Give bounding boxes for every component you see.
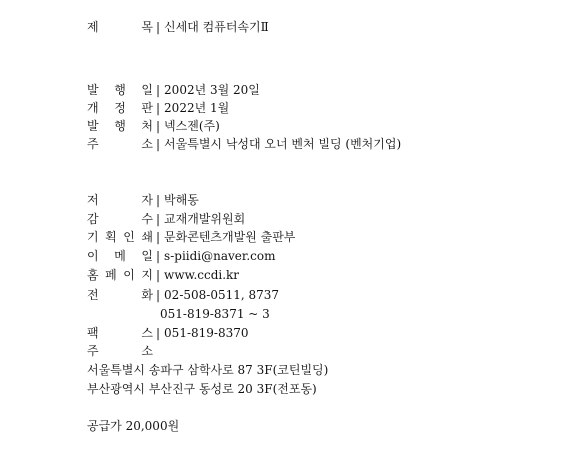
fax-value: 051-819-8370 xyxy=(164,326,249,340)
publisher-address-value: 서울특별시 낙성대 오너 벤처 빌딩 (벤처기업) xyxy=(164,137,402,151)
separator: | xyxy=(156,249,161,263)
email-row xyxy=(87,247,275,265)
homepage-value: www.ccdi.kr xyxy=(164,268,240,282)
email-label: 이 메 일 xyxy=(87,249,153,263)
fax-label: 팩 스 xyxy=(87,326,153,340)
supervision-label: 감 수 xyxy=(87,212,153,226)
homepage-label: 홈 페 이 지 xyxy=(87,268,153,282)
separator: | xyxy=(156,212,161,226)
author-label: 저 자 xyxy=(87,193,153,207)
revision-value: 2022년 1월 xyxy=(164,101,230,115)
planning-label: 기 획 인 쇄 xyxy=(87,230,153,244)
price-row xyxy=(87,417,179,435)
address-busan-row xyxy=(87,380,317,398)
title-row xyxy=(87,18,269,36)
phone-value: 02-508-0511, 8737 xyxy=(164,288,280,302)
address-seoul-row xyxy=(87,361,328,379)
separator: | xyxy=(156,288,161,302)
planning-row xyxy=(87,228,295,246)
separator: | xyxy=(156,326,161,340)
publisher-label: 발 행 처 xyxy=(87,119,153,133)
title-label: 제 목 xyxy=(87,20,153,34)
issue-date-label: 발 행 일 xyxy=(87,83,153,97)
separator: | xyxy=(156,268,161,282)
homepage-row xyxy=(87,266,239,284)
phone-label: 전 화 xyxy=(87,288,153,302)
author-row xyxy=(87,191,199,209)
separator: | xyxy=(156,83,161,97)
price-value: 공급가 20,000원 xyxy=(87,419,180,433)
publisher-row xyxy=(87,117,220,135)
separator: | xyxy=(156,137,161,151)
phone-value-2: 051-819-8371 ~ 3 xyxy=(160,307,270,321)
publisher-address-row xyxy=(87,135,401,153)
address-label: 주 소 xyxy=(87,344,153,358)
revision-row xyxy=(87,99,229,117)
email-value: s-piidi@naver.com xyxy=(164,249,276,263)
issue-date-value: 2002년 3월 20일 xyxy=(164,83,260,97)
address-label-row xyxy=(87,342,153,360)
revision-label: 개 정 판 xyxy=(87,101,153,115)
publisher-address-label: 주 소 xyxy=(87,137,153,151)
separator: | xyxy=(156,101,161,115)
issue-date-row xyxy=(87,81,260,99)
separator: | xyxy=(156,230,161,244)
address-busan: 부산광역시 부산진구 동성로 20 3F(전포동) xyxy=(87,382,317,396)
publisher-value: 넥스젠(주) xyxy=(164,119,220,133)
planning-value: 문화콘텐츠개발원 출판부 xyxy=(164,230,296,244)
book-title: 신세대 컴퓨터속기Ⅱ xyxy=(164,20,269,34)
separator: | xyxy=(156,20,161,34)
author-value: 박해동 xyxy=(164,193,199,207)
fax-row xyxy=(87,324,249,342)
address-seoul: 서울특별시 송파구 삼학사로 87 3F(코틴빌딩) xyxy=(87,363,329,377)
supervision-value: 교재개발위원회 xyxy=(164,212,246,226)
supervision-row xyxy=(87,210,245,228)
separator: | xyxy=(156,119,161,133)
phone-row xyxy=(87,286,279,304)
separator: | xyxy=(156,193,161,207)
